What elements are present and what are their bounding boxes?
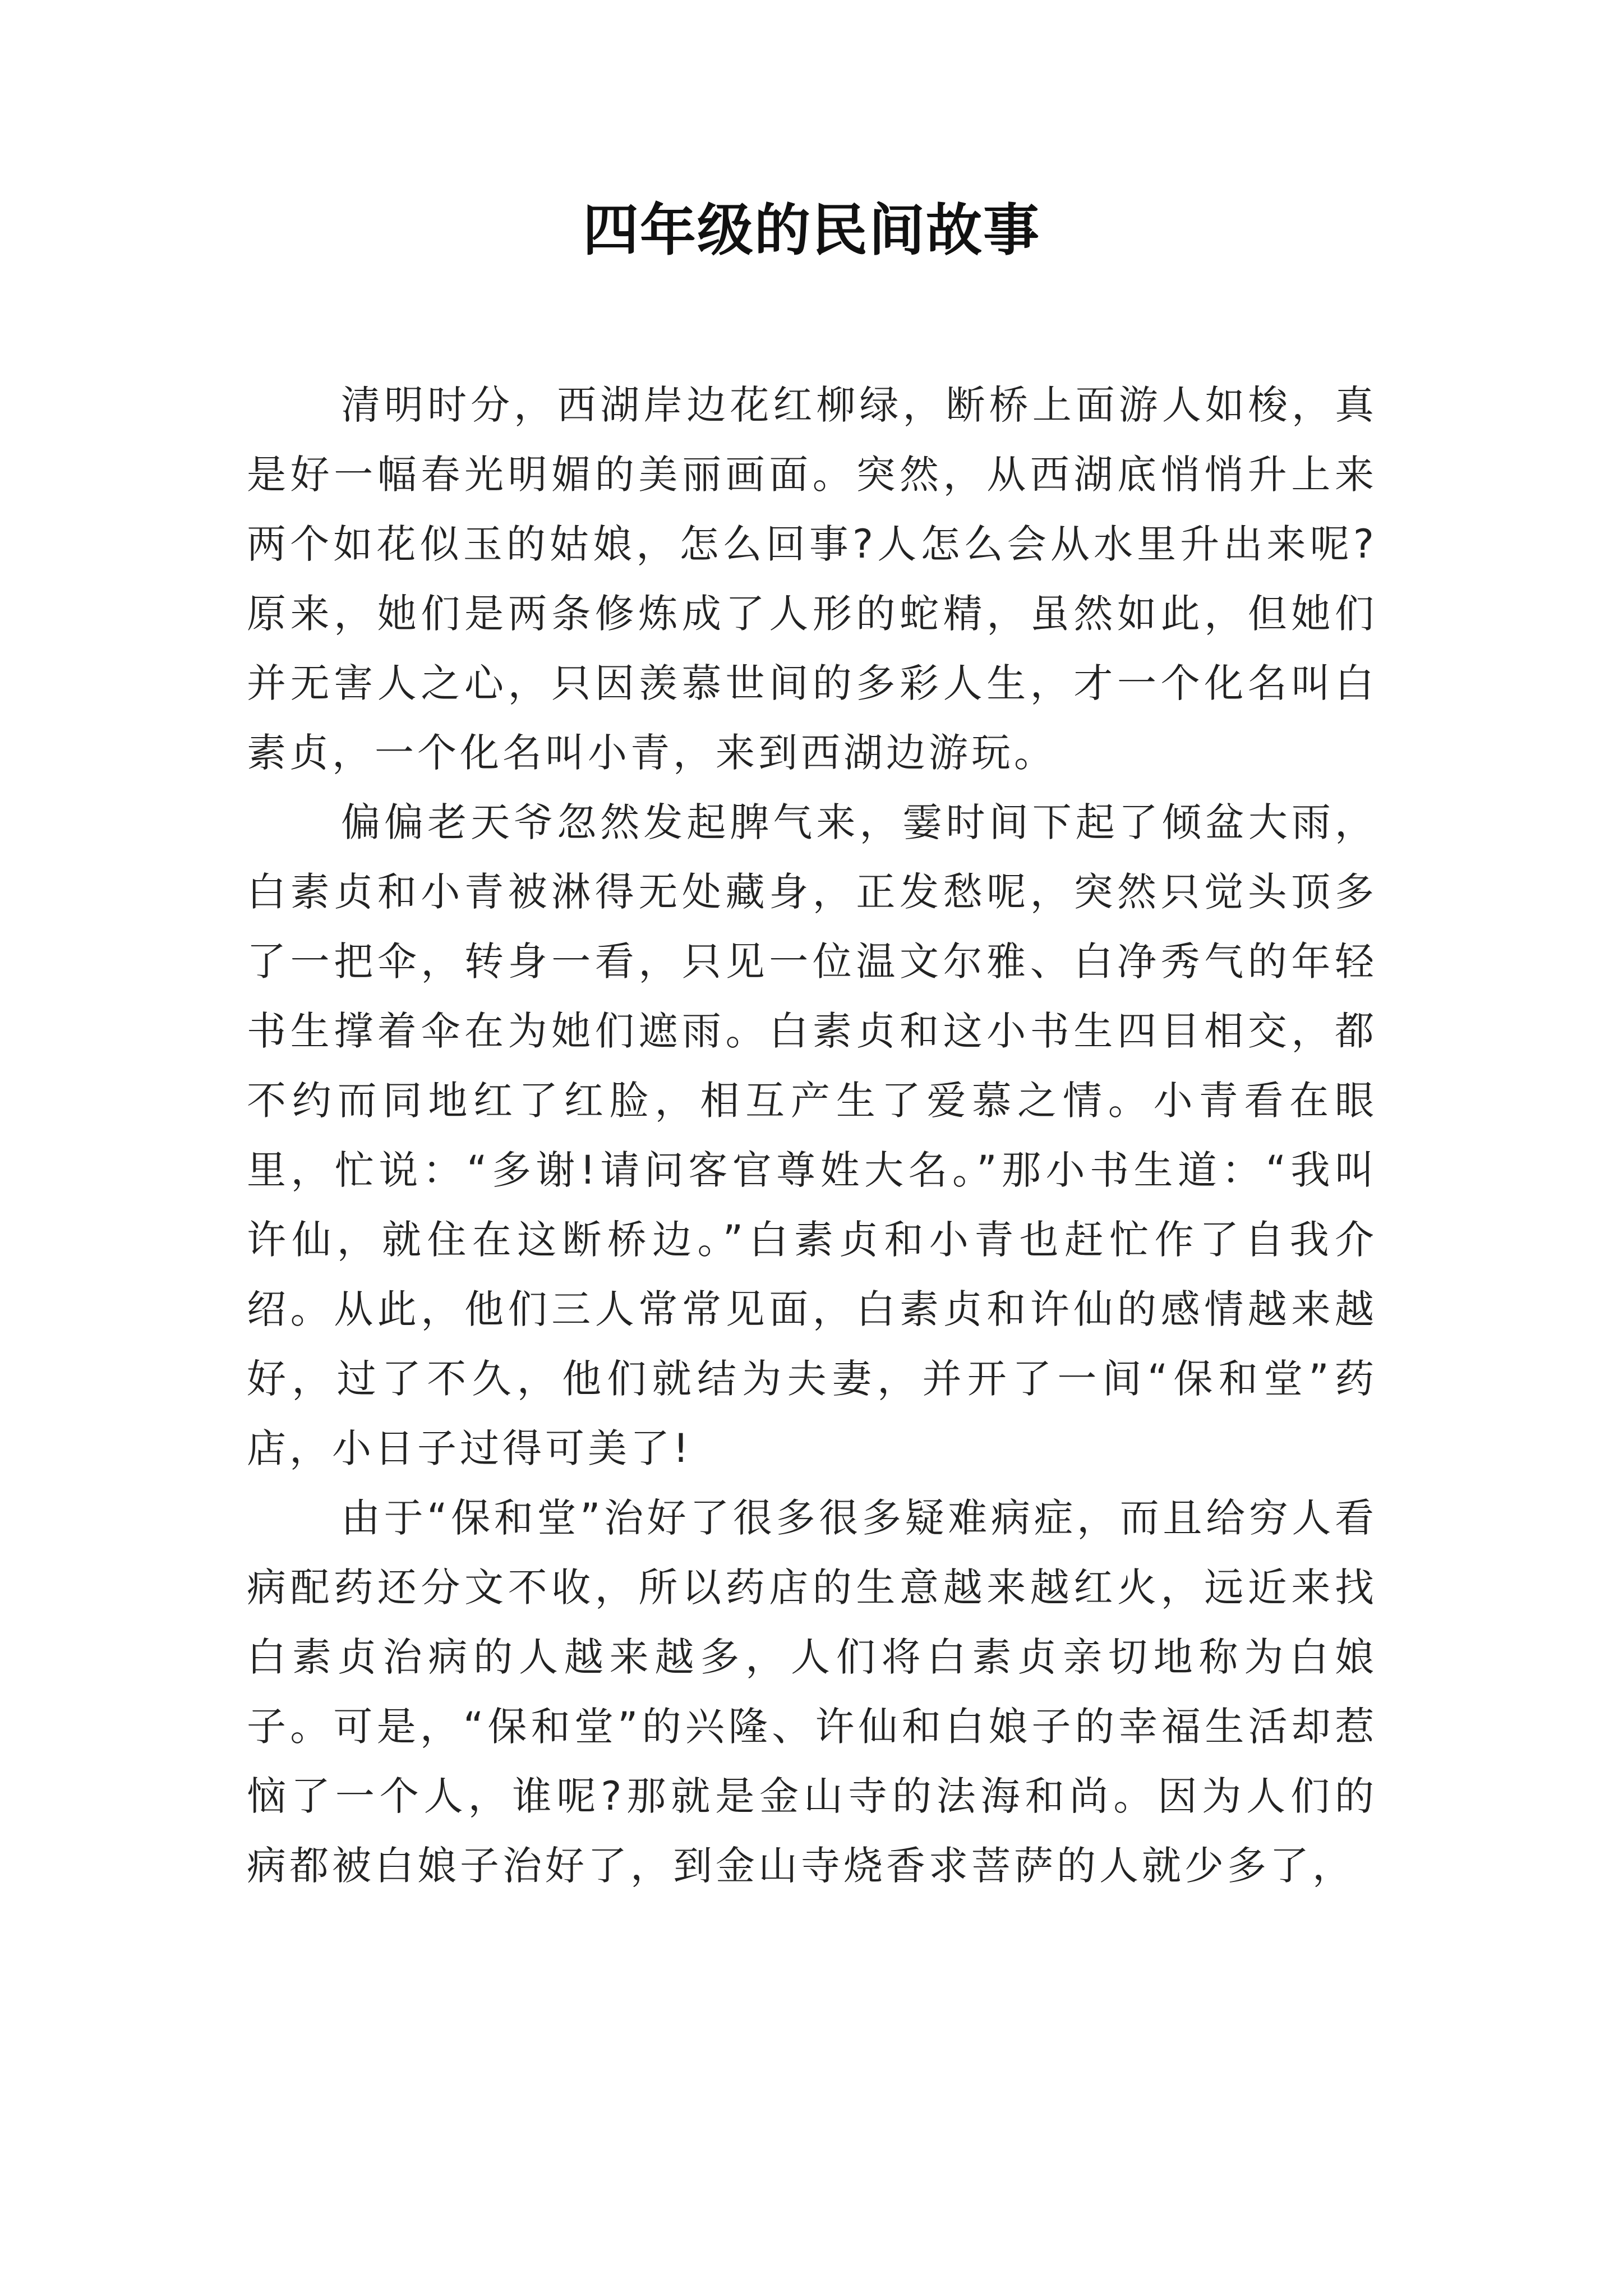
document-body <box>247 370 1377 1901</box>
paragraph-1: 清明时分，西湖岸边花红柳绿，断桥上面游人如梭，真是好一幅春光明媚的美丽画面。突然，从西湖底悄悄升上来两个如花似玉的姑娘，怎么回事?人怎么会从水里升出来呢?原来，她们是两条修炼成了人形的蛇精，虽然如此，但她们并无害人之心，只因羡慕世间的多彩人生，才一个化名叫白素贞，一个化名叫小青，来到西湖边游玩。 <box>247 382 1377 776</box>
paragraph-2: 偏偏老天爷忽然发起脾气来，霎时间下起了倾盆大雨，白素贞和小青被淋得无处藏身，正发愁呢，突然只觉头顶多了一把伞，转身一看，只见一位温文尔雅、白净秀气的年轻书生撑着伞在为她们遮雨。白素贞和这小书生四目相交，都不约而同地红了红脸，相互产生了爱慕之情。小青看在眼里，忙说：“多谢!请问客官尊姓大名。”那小书生道：“我叫许仙，就住在这断桥边。”白素贞和小青也赶忙作了自我介绍。从此，他们三人常常见面，白素贞和许仙的感情越来越好，过了不久，他们就结为夫妻，并开了一间“保和堂”药店，小日子过得可美了! <box>247 799 1377 1471</box>
paragraph-3: 由于“保和堂”治好了很多很多疑难病症，而且给穷人看病配药还分文不收，所以药店的生意越来越红火，远近来找白素贞治病的人越来越多，人们将白素贞亲切地称为白娘子。可是，“保和堂”的兴隆、许仙和白娘子的幸福生活却惹恼了一个人，谁呢?那就是金山寺的法海和尚。因为人们的病都被白娘子治好了，到金山寺烧香求菩萨的人就少多了， <box>247 1495 1377 1889</box>
document-title: 四年级的民间故事 <box>583 197 1040 263</box>
